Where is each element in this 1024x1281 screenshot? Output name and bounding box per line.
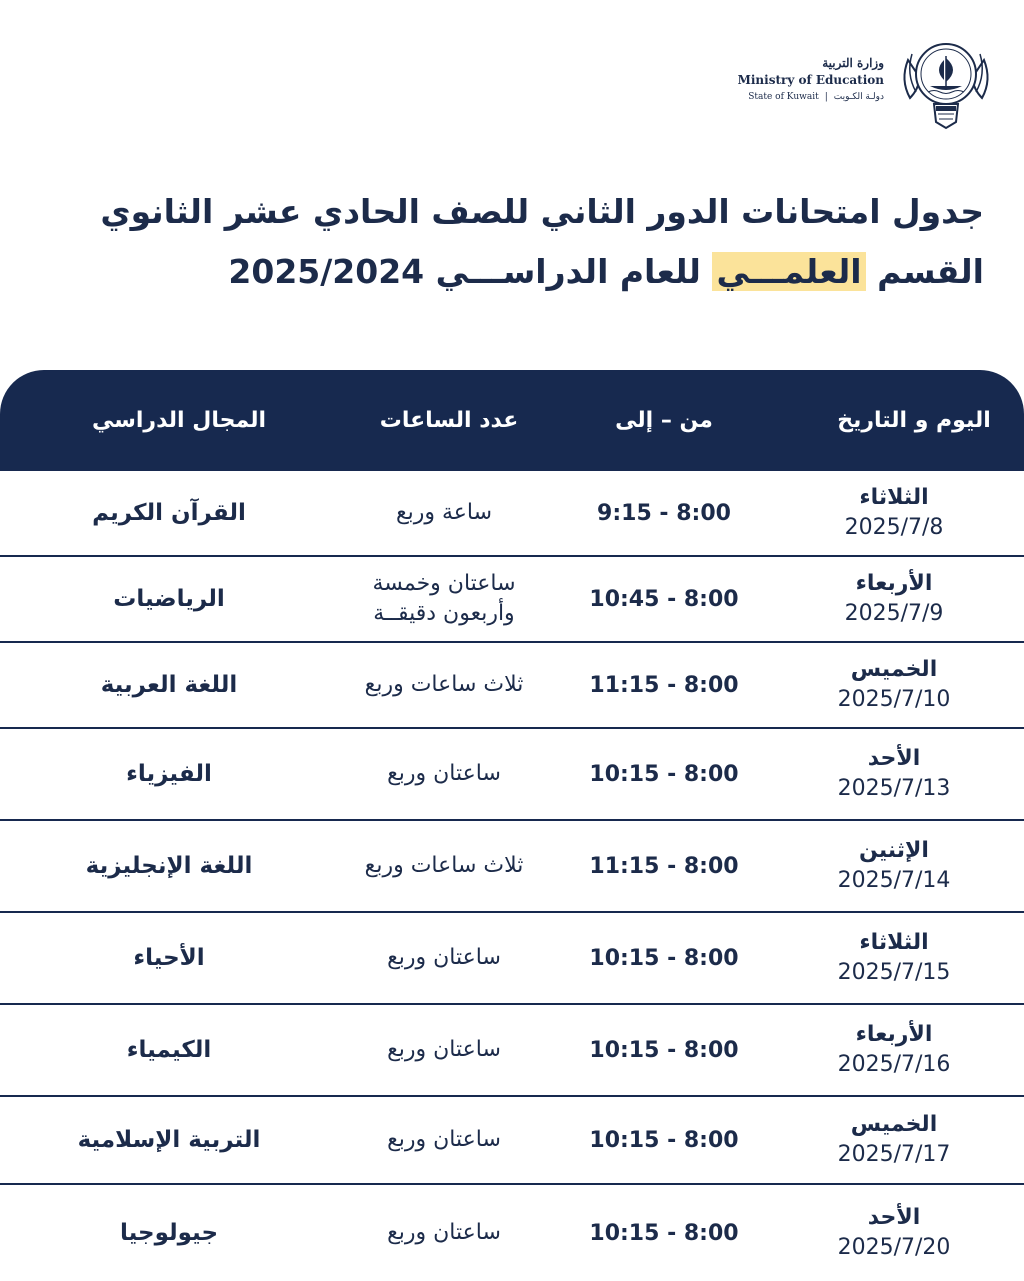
time-cell: 10:15 - 8:00 (589, 945, 739, 971)
subject-cell: الفيزياء (126, 761, 212, 787)
day-name: الثلاثاء (859, 930, 929, 955)
day-name: الخميس (850, 1112, 938, 1137)
table-row (0, 1185, 1024, 1281)
day-name: الإثنين (859, 838, 929, 863)
exam-date: 2025/7/16 (837, 1052, 951, 1077)
table-header (0, 370, 1024, 471)
table-row (0, 1005, 1024, 1097)
time-cell: 10:15 - 8:00 (589, 1037, 739, 1063)
ministry-header (738, 30, 994, 130)
table-row (0, 913, 1024, 1005)
kuwait-emblem-icon (898, 30, 994, 130)
title-department-prefix: القسم (865, 252, 984, 291)
table-row (0, 1097, 1024, 1185)
time-cell: 10:45 - 8:00 (589, 586, 739, 612)
title-academic-year: للعام الدراســـي 2025/2024 (228, 252, 713, 291)
exam-date: 2025/7/9 (844, 601, 944, 626)
date-cell (794, 1005, 994, 1095)
state-name-english: State of Kuwait (748, 92, 819, 102)
subject-cell: الأحياء (133, 945, 205, 971)
date-cell (794, 1185, 994, 1281)
exam-date: 2025/7/15 (837, 960, 951, 985)
day-name: الأربعاء (855, 1022, 933, 1047)
subject-cell: الكيمياء (126, 1037, 212, 1063)
hours-cell: ساعتان وخمسة وأربعون دقيقــة (372, 571, 516, 626)
date-cell (794, 821, 994, 911)
date-cell (794, 913, 994, 1003)
title-line-2 (20, 242, 984, 302)
hours-cell: ساعتان وربع (387, 1220, 501, 1245)
time-cell: 10:15 - 8:00 (589, 1220, 739, 1246)
date-cell (794, 471, 994, 555)
day-name: الأحد (867, 746, 921, 771)
page-title (20, 182, 984, 302)
hours-cell: ساعتان وربع (387, 1127, 501, 1152)
subject-cell: جيولوجيا (119, 1220, 219, 1246)
hours-cell: ساعتان وربع (387, 945, 501, 970)
ministry-name-block (738, 55, 884, 105)
exam-date: 2025/7/8 (844, 515, 944, 540)
column-header-date: اليوم و التاريخ (837, 407, 991, 433)
hours-cell: ساعتان وربع (387, 1037, 501, 1062)
date-cell (794, 557, 994, 641)
day-name: الأربعاء (855, 571, 933, 596)
title-highlighted-department: العلمـــي (712, 252, 865, 291)
exam-date: 2025/7/14 (837, 868, 951, 893)
hours-cell: ثلاث ساعات وربع (364, 672, 524, 697)
date-cell (794, 643, 994, 727)
exam-date: 2025/7/17 (837, 1142, 951, 1167)
subject-cell: التربية الإسلامية (77, 1127, 261, 1153)
column-header-hours: عدد الساعات (379, 408, 519, 433)
exam-date: 2025/7/10 (837, 687, 951, 712)
day-name: الخميس (850, 657, 938, 682)
state-separator: | (824, 92, 828, 102)
table-row (0, 821, 1024, 913)
table-row (0, 557, 1024, 643)
state-name-arabic: دولـة الكـويت (833, 92, 884, 102)
column-header-time: من – إلى (615, 408, 713, 433)
exam-date: 2025/7/13 (837, 776, 951, 801)
day-name: الأحد (867, 1205, 921, 1230)
subject-cell: اللغة العربية (100, 672, 238, 698)
time-cell: 11:15 - 8:00 (589, 672, 739, 698)
exam-schedule-table (0, 370, 1024, 1281)
time-cell: 11:15 - 8:00 (589, 853, 739, 879)
title-line-1: جدول امتحانات الدور الثاني للصف الحادي عشر الثانوي (100, 192, 984, 231)
date-cell (794, 1097, 994, 1183)
time-cell: 10:15 - 8:00 (589, 1127, 739, 1153)
ministry-name-english: Ministry of Education (737, 73, 884, 87)
table-row (0, 643, 1024, 729)
table-row (0, 729, 1024, 821)
date-cell (794, 729, 994, 819)
subject-cell: اللغة الإنجليزية (85, 853, 253, 879)
column-header-subject: المجال الدراسي (91, 408, 267, 433)
time-cell: 9:15 - 8:00 (597, 500, 731, 526)
subject-cell: الرياضيات (113, 586, 225, 612)
hours-cell: ساعتان وربع (387, 761, 501, 786)
state-line (748, 89, 884, 105)
table-row (0, 471, 1024, 557)
hours-cell: ثلاث ساعات وربع (364, 853, 524, 878)
hours-cell: ساعة وربع (395, 500, 493, 525)
time-cell: 10:15 - 8:00 (589, 761, 739, 787)
ministry-name-arabic: وزارة التربية (822, 56, 884, 70)
exam-date: 2025/7/20 (837, 1235, 951, 1260)
subject-cell: القرآن الكريم (92, 500, 246, 526)
day-name: الثلاثاء (859, 485, 929, 510)
